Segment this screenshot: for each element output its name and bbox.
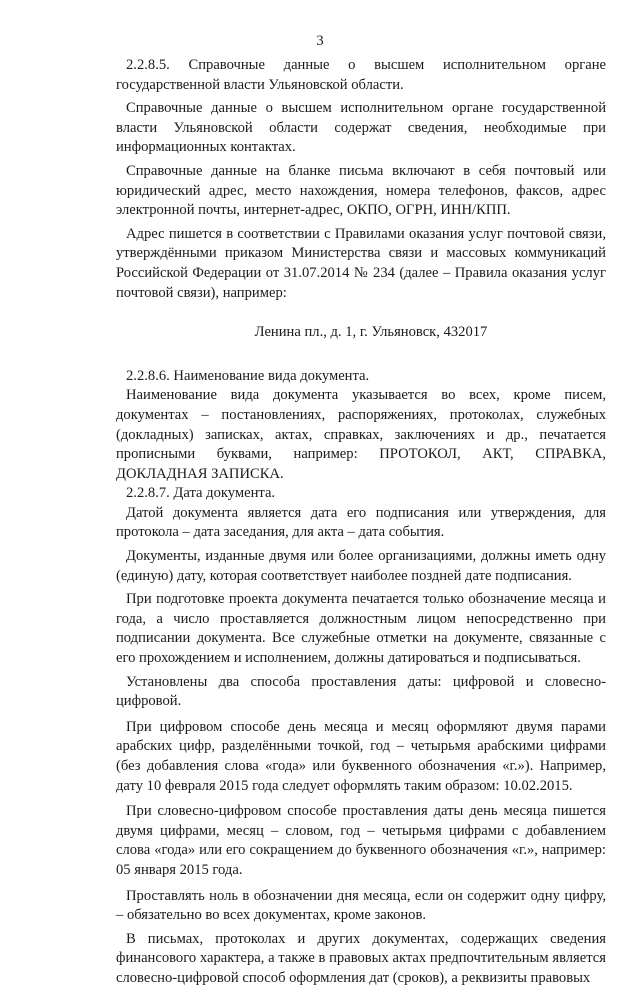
paragraph-date-methods: Установлены два способа проставления даты: цифровой и словесно-цифровой. — [116, 673, 606, 710]
paragraph-draft-document-date: При подготовке проекта документа печатается только обозначение месяца и года, а число проставляется должностным лицом непосредственно при подписании документа. Все служебные отметки на документе, связанные с его прохождением и исполнением, должны датироваться и подписываться. — [116, 591, 606, 667]
paragraph-numeric-date-method: При цифровом способе день месяца и месяц оформляют двумя парами арабских цифр, разделёнными точкой, год – четырьмя арабскими цифрами (без добавления слова «года» или буквенного обозначения «г.»). Например, дату 10 февраля 2015 года следует оформлять таким образом: 10.02.2015. — [116, 718, 606, 794]
paragraph-document-type: Наименование вида документа указывается во всех, кроме писем, документах – постановлениях, распоряжениях, протоколах, служебных (докладных) записках, актах, справках, заключениях и др., печатается прописными буквами, например: ПРОТОКОЛ, АКТ, СПРАВКА, ДОКЛАДНАЯ ЗАПИСКА. — [116, 387, 606, 482]
section-heading-2-2-8-6: 2.2.8.6. Наименование вида документа. — [126, 367, 370, 384]
document-body — [116, 56, 606, 989]
paragraph-address-rules: Адрес пишется в соответствии с Правилами оказания услуг почтовой связи, утверждёнными приказом Министерства связи и массовых коммуникаций Российской Федерации от 31.07.2014 № 234 (далее – Правила оказания услуг почтовой связи), например: — [116, 225, 606, 301]
paragraph-leading-zero-rule: Проставлять ноль в обозначении дня месяца, если он содержит одну цифру, – обязательно во всех документах, кроме законов. — [116, 887, 606, 924]
page-number: 3 — [316, 33, 324, 49]
paragraph-financial-documents-dates: В письмах, протоколах и других документах, содержащих сведения финансового характера, а также в правовых актах предпочтительным является словесно-цифровой способ оформления дат (сроков), а реквизиты правовых — [116, 930, 606, 986]
section-heading-2-2-8-7: 2.2.8.7. Дата документа. — [126, 485, 276, 502]
paragraph-verbal-numeric-date-method: При словесно-цифровом способе проставления даты день месяца пишется двумя цифрами, месяц – словом, год – четырьмя цифрами с добавлением слова «года» или его сокращением до буквенного обозначения «г.», например: 05 января 2015 года. — [116, 803, 606, 878]
paragraph-joint-documents-date: Документы, изданные двумя или более организациями, должны иметь одну (единую) дату, которая соответствует наиболее поздней дате подписания. — [116, 548, 606, 584]
paragraph-document-date-definition: Датой документа является дата его подписания или утверждения, для протокола – дата заседания, для акта – дата события. — [116, 504, 606, 541]
section-heading-2-2-8-5: 2.2.8.5. Справочные данные о высшем исполнительном органе государственной власти Ульяновской области. — [116, 57, 606, 93]
paragraph-reference-data-contents: Справочные данные на бланке письма включают в себя почтовый или юридический адрес, место нахождения, номера телефонов, факсов, адрес электронной почты, интернет-адрес, ОКПО, ОГРН, ИНН/КПП. — [116, 162, 606, 219]
paragraph-reference-data-description: Справочные данные о высшем исполнительном органе государственной власти Ульяновской области содержат сведения, необходимые при информационных контактах. — [116, 100, 606, 156]
address-example: Ленина пл., д. 1, г. Ульяновск, 432017 — [254, 324, 488, 341]
